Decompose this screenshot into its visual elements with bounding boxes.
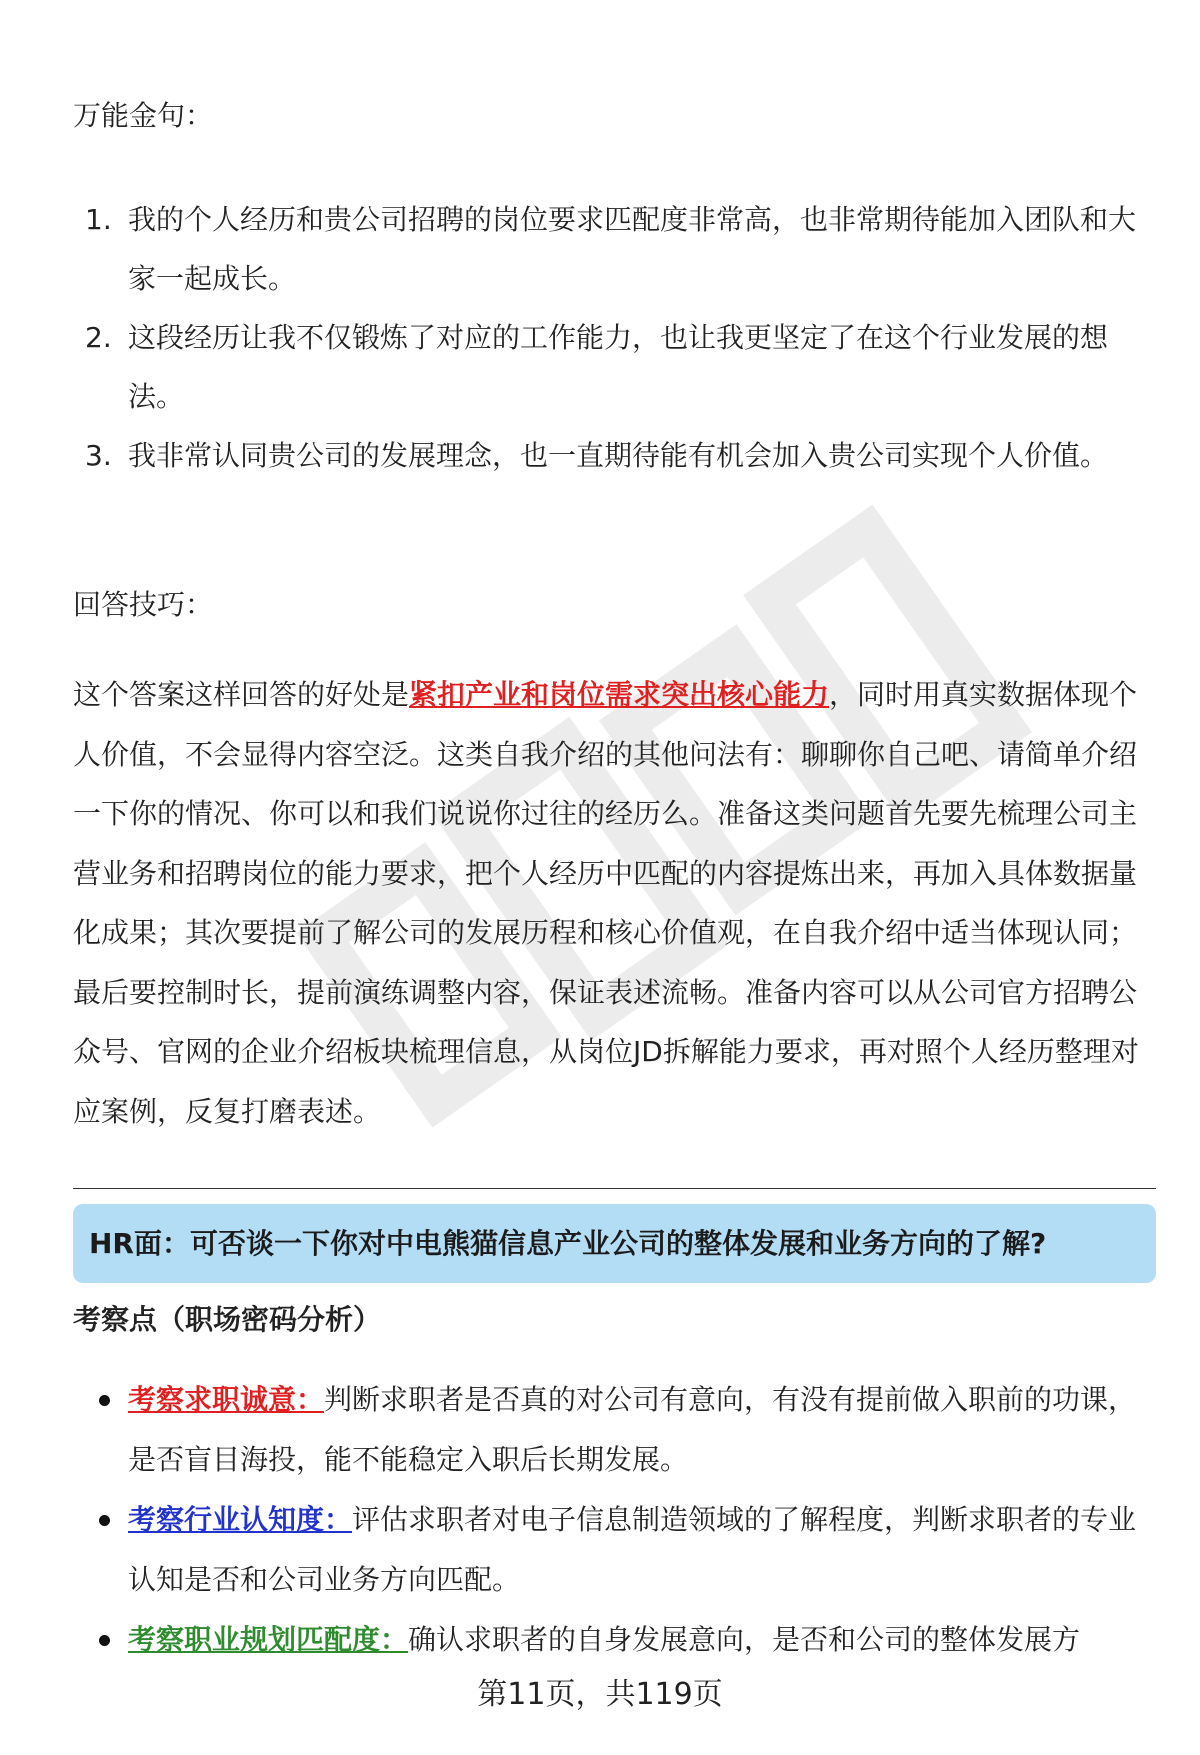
list-item bbox=[73, 1610, 1153, 1670]
list-item-text: 我的个人经历和贵公司招聘的岗位要求匹配度非常高，也非常期待能加入团队和大家一起成长。 bbox=[128, 203, 1137, 295]
golden-sentences-label: 万能金句： bbox=[73, 99, 214, 132]
assessment-title: 考察点（职场密码分析） bbox=[73, 1303, 382, 1336]
list-item-number: 2. bbox=[85, 321, 112, 354]
section-divider bbox=[73, 1188, 1156, 1189]
list-item bbox=[73, 1370, 1153, 1490]
tips-suffix: ，同时用真实数据体现个人价值，不会显得内容空泛。这类自我介绍的其他问法有：聊聊你自己吧、请简单介绍一下你的情况、你可以和我们说说你过往的经历么。准备这类问题首先要先梳理公司主营业务和招聘岗位的能力要求，把个人经历中匹配的内容提炼出来，再加入具体数据量化成果；其次要提前了解公司的发展历程和核心价值观，在自我介绍中适当体现认同；最后要控制时长，提前演练调整内容，保证表述流畅。准备内容可以从公司官方招聘公众号、官网的企业介绍板块梳理信息，从岗位JD拆解能力要求，再对照个人经历整理对应案例，反复打磨表述。 bbox=[73, 678, 1139, 1128]
bullet-icon bbox=[99, 1515, 110, 1526]
list-item bbox=[73, 426, 1153, 485]
assessment-text: 评估求职者对电子信息制造领域的了解程度，判断求职者的专业认知是否和公司业务方向匹配。 bbox=[128, 1503, 1137, 1596]
assessment-keyword: 考察行业认知度： bbox=[128, 1503, 353, 1536]
question-box bbox=[73, 1204, 1156, 1283]
assessment-keyword: 考察职业规划匹配度： bbox=[128, 1623, 409, 1656]
tips-label: 回答技巧： bbox=[73, 588, 214, 621]
bullet-icon bbox=[99, 1395, 110, 1406]
bullet-icon bbox=[99, 1635, 110, 1646]
tips-prefix: 这个答案这样回答的好处是 bbox=[73, 678, 410, 711]
tips-highlight: 紧扣产业和岗位需求突出核心能力 bbox=[409, 678, 830, 711]
list-item bbox=[73, 308, 1153, 426]
list-item-text: 这段经历让我不仅锻炼了对应的工作能力，也让我更坚定了在这个行业发展的想法。 bbox=[128, 321, 1109, 413]
list-item bbox=[73, 1490, 1153, 1610]
list-item-number: 3. bbox=[85, 439, 112, 472]
tips-paragraph bbox=[73, 665, 1153, 1141]
list-item-number: 1. bbox=[85, 203, 112, 236]
assessment-text: 确认求职者的自身发展意向，是否和公司的整体发展方 bbox=[408, 1623, 1081, 1656]
page-number: 第11页，共119页 bbox=[477, 1677, 723, 1712]
golden-sentences-list bbox=[73, 190, 1153, 485]
assessment-list bbox=[73, 1370, 1153, 1670]
list-item bbox=[73, 190, 1153, 308]
question-text: HR面：可否谈一下你对中电熊猫信息产业公司的整体发展和业务方向的了解? bbox=[89, 1227, 1047, 1260]
assessment-text: 判断求职者是否真的对公司有意向，有没有提前做入职前的功课，是否盲目海投，能不能稳定入职后长期发展。 bbox=[128, 1383, 1137, 1476]
list-item-text: 我非常认同贵公司的发展理念，也一直期待能有机会加入贵公司实现个人价值。 bbox=[128, 439, 1109, 472]
assessment-keyword: 考察求职诚意： bbox=[128, 1383, 325, 1416]
